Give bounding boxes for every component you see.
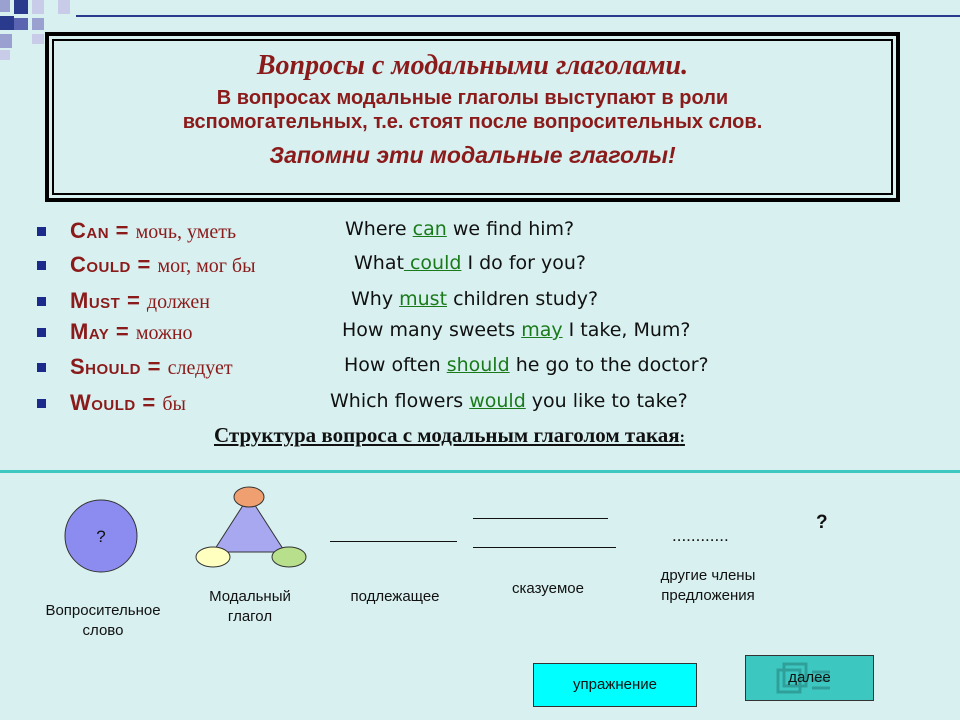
- modal-word: Can = мочь, уметь: [70, 218, 237, 243]
- example-modal: could: [403, 252, 462, 274]
- predicate-line-bottom: [473, 547, 616, 548]
- slide-explanation: [49, 86, 896, 134]
- other-members-label: другие члены предложения: [660, 567, 756, 604]
- circle-question-mark: ?: [96, 527, 106, 546]
- list-item: [0, 352, 900, 382]
- bullet-icon: [37, 399, 46, 408]
- triangle-right-ellipse: [272, 547, 306, 567]
- next-button[interactable]: [745, 655, 874, 701]
- example-modal: would: [469, 390, 526, 412]
- bullet-icon: [37, 297, 46, 306]
- exercise-button[interactable]: упражнение: [533, 663, 697, 707]
- example-sentence: What could I do for you?: [354, 252, 586, 274]
- list-item: [0, 388, 900, 418]
- modal-label: Модальный глагол: [209, 588, 291, 625]
- modal-translation: мог, мог бы: [157, 255, 256, 277]
- modal-word: Could = мог, мог бы: [70, 252, 256, 277]
- divider: [0, 470, 960, 473]
- bullet-icon: [37, 363, 46, 372]
- next-label: далее: [788, 669, 831, 686]
- example-sentence: How often should he go to the doctor?: [344, 354, 709, 376]
- predicate-label: сказуемое: [512, 580, 584, 597]
- example-modal: can: [412, 218, 447, 240]
- example-sentence: Where can we find him?: [345, 218, 575, 240]
- modal-word: Should = следует: [70, 354, 233, 379]
- list-item: [0, 286, 900, 316]
- explanation-line-2: вспомогательных, т.е. стоят после вопросительных слов.: [182, 111, 763, 133]
- triangle-top-ellipse: [234, 487, 264, 507]
- question-word-label: Вопросительное слово: [45, 602, 161, 639]
- bullet-icon: [37, 328, 46, 337]
- structure-heading: Структура вопроса с модальным глаголом такая:: [214, 423, 685, 447]
- modal-translation: следует: [167, 357, 233, 379]
- bullet-icon: [37, 261, 46, 270]
- modal-translation: можно: [135, 322, 193, 344]
- modal-translation: должен: [146, 291, 210, 313]
- subject-line: [330, 541, 457, 542]
- title-box: [45, 32, 900, 202]
- triangle-left-ellipse: [196, 547, 230, 567]
- slide-title: Вопросы с модальными глаголами.: [256, 50, 689, 81]
- example-sentence: How many sweets may I take, Mum?: [342, 319, 691, 341]
- example-modal: may: [521, 319, 563, 341]
- structure-diagram: [0, 480, 960, 590]
- list-item: [0, 250, 900, 280]
- modal-translation: бы: [162, 393, 186, 415]
- bullet-icon: [37, 227, 46, 236]
- example-sentence: Which flowers would you like to take?: [330, 390, 688, 412]
- example-sentence: Why must children study?: [351, 288, 599, 310]
- modal-word: Would = бы: [70, 390, 186, 415]
- modal-translation: мочь, уметь: [135, 221, 237, 243]
- modal-word: May = можно: [70, 319, 193, 344]
- predicate-line-top: [473, 518, 608, 519]
- dots: ............: [672, 526, 729, 545]
- subject-label: подлежащее: [350, 588, 440, 605]
- list-item: [0, 216, 900, 246]
- modal-word: Must = должен: [70, 288, 210, 313]
- list-item: [0, 317, 900, 347]
- example-modal: should: [446, 354, 510, 376]
- explanation-line-1: В вопросах модальные глаголы выступают в роли: [216, 87, 729, 109]
- example-modal: must: [399, 288, 448, 310]
- final-question-mark: ?: [816, 512, 828, 533]
- slide-emphasis: Запомни эти модальные глаголы!: [269, 142, 676, 168]
